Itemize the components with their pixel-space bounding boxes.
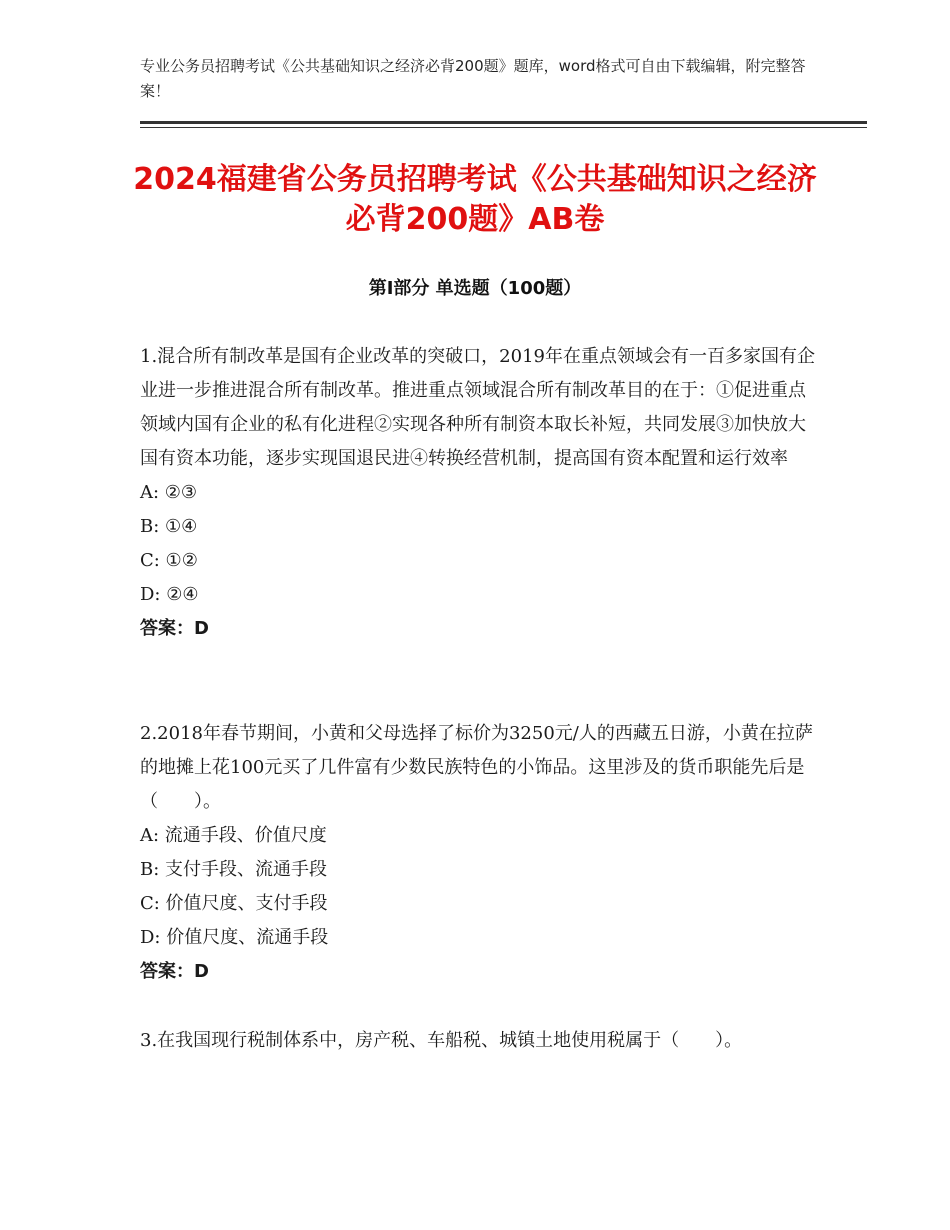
header-note: 专业公务员招聘考试《公共基础知识之经济必背200题》题库，word格式可自由下载编辑，附完整答案！ [140, 57, 806, 100]
header-rule-thick [140, 121, 867, 124]
question-stem: 3.在我国现行税制体系中，房产税、车船税、城镇土地使用税属于（ ）。 [140, 1030, 743, 1051]
option-a: A: ②③ [140, 482, 198, 503]
answer-line: 答案：D [140, 618, 209, 639]
option-c: C: ①② [140, 550, 198, 571]
header-rule-thin [140, 127, 867, 128]
section-title: 第Ⅰ部分 单选题（100题） [368, 278, 582, 299]
option-b: B: 支付手段、流通手段 [140, 859, 328, 880]
question-stem: 1.混合所有制改革是国有企业改革的突破口，2019年在重点领域会有一百多家国有企业进一步推进混合所有制改革。推进重点领域混合所有制改革目的在于：①促进重点领域内国有企业的私有化进程②实现各种所有制资本取长补短，共同发展③加快放大国有资本功能，逐步实现国退民进④转换经营机制，提高国有资本配置和运行效率 [140, 346, 815, 469]
answer-line: 答案：D [140, 961, 209, 982]
document-title: 2024福建省公务员招聘考试《公共基础知识之经济必背200题》AB卷 [133, 162, 817, 237]
option-d: D: ②④ [140, 584, 199, 605]
option-a: A: 流通手段、价值尺度 [140, 825, 327, 846]
question-3 [140, 1024, 820, 1058]
option-d: D: 价值尺度、流通手段 [140, 927, 329, 948]
question-1 [140, 340, 820, 646]
option-b: B: ①④ [140, 516, 198, 537]
question-2 [140, 717, 820, 989]
question-stem: 2.2018年春节期间，小黄和父母选择了标价为3250元/人的西藏五日游，小黄在拉萨的地摊上花100元买了几件富有少数民族特色的小饰品。这里涉及的货币职能先后是（ ）。 [140, 723, 813, 812]
option-c: C: 价值尺度、支付手段 [140, 893, 328, 914]
